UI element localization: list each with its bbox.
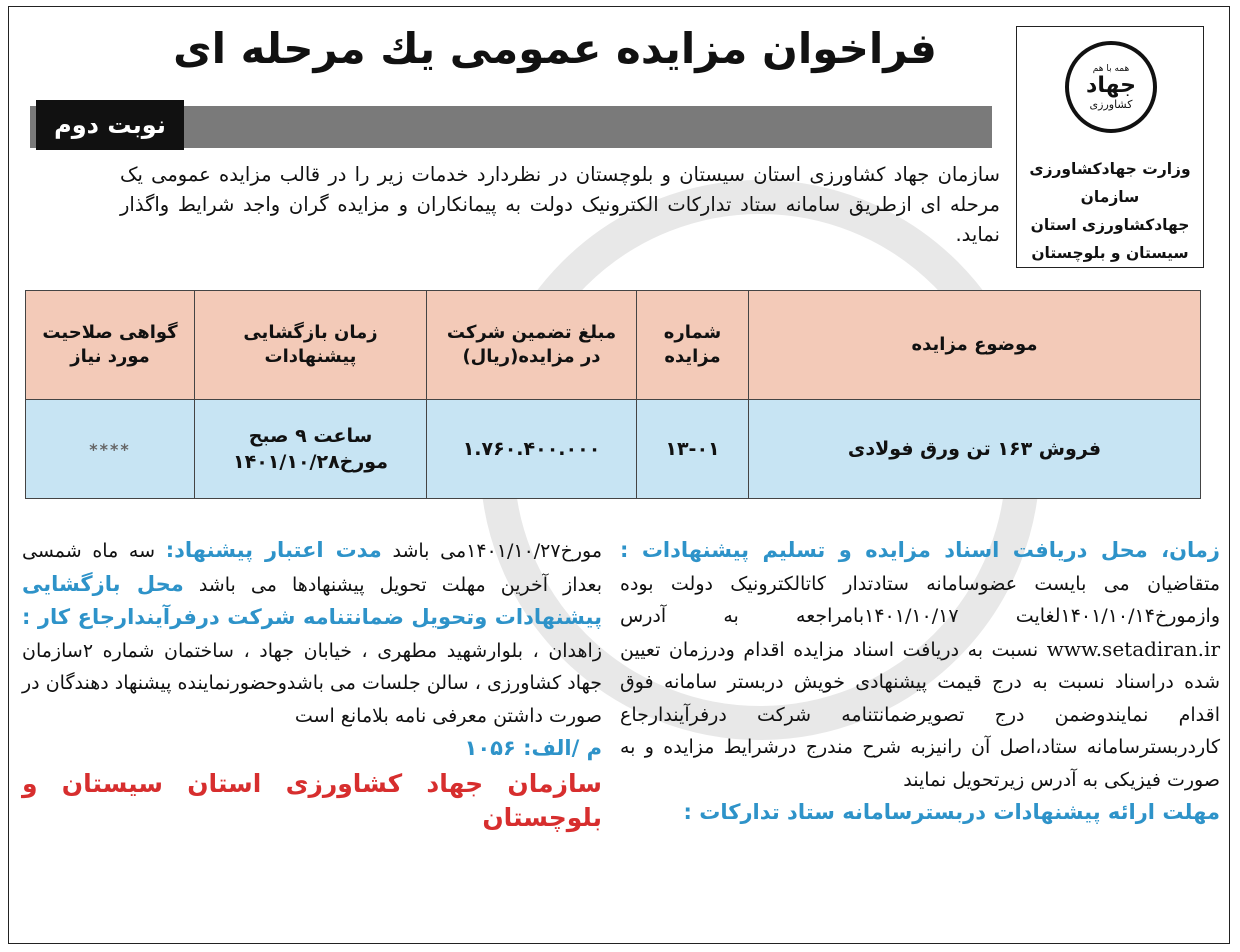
cell-opening: [195, 400, 427, 499]
round-badge: نوبت دوم: [36, 100, 184, 150]
cell-subject: فروش ۱۶۳ تن ورق فولادی: [749, 400, 1201, 499]
validity-label: مدت اعتبار پیشنهاد:: [165, 538, 382, 562]
documents-heading: زمان، محل دریافت اسناد مزایده و تسلیم پیشنهادات :: [620, 538, 1220, 562]
org-line-3: جهادکشاورزی استان: [1030, 216, 1190, 234]
organization-name: [1023, 155, 1197, 267]
documents-body-1: متقاضیان می بایست عضوسامانه ستادتدار کاتالکترونیک دولت بوده وازمورخ۱۴۰۱/۱۰/۱۴لغایت ۱۴۰۱/۱۰/۱۷بامراجعه به آدرس: [620, 572, 1220, 627]
ministry-emblem: [1065, 41, 1157, 133]
location-heading: محل بازگشایی پیشنهادات وتحویل ضمانتنامه شرکت درفرآیندارجاع کار :: [22, 571, 602, 629]
signature-organization: سازمان جهاد کشاورزی استان سیستان و بلوچستان: [22, 768, 602, 832]
right-column: [620, 534, 1220, 830]
deadline-value: مورخ۱۴۰۱/۱۰/۲۷می باشد: [392, 540, 603, 562]
table-row: [26, 400, 1201, 499]
documents-body-2: نسبت به دریافت اسناد مزایده اقدام ودرزمان تعیین شده دراسناد نسبت به درج قیمت پیشنهادی خویش دربستر سامانه فوق اقدام نمایندوضمن درج تصویرضمانتنامه شرکت درفرآیندارجاع کاردربسترسامانه ستاد،اصل آن رانیزبه شرح مندرج درشرایط مزایده و به صورت فیزیکی به آدرس زیرتحویل نمایند: [620, 638, 1220, 791]
emblem-top-text: همه با هم: [1092, 63, 1130, 74]
org-line-4: سیستان و بلوچستان: [1031, 244, 1189, 262]
ministry-logo-box: [1016, 26, 1204, 268]
header-number: شماره مزایده: [637, 291, 749, 400]
intro-paragraph: سازمان جهاد کشاورزی استان سیستان و بلوچستان در نظردارد خدمات زیر را در قالب مزایده عمومی یک مرحله ای ازطریق سامانه ستاد تدارکات الکترونیک دولت به پیمانکاران و مزایده گران واجد شرایط واگذار نماید.: [120, 163, 1000, 246]
cell-guarantee: ۱.۷۶۰.۴۰۰.۰۰۰: [427, 400, 637, 499]
page-title: فراخوان مزایده عمومی یك مرحله ای: [173, 24, 937, 73]
location-text: زاهدان ، بلوارشهید مطهری ، خیابان جهاد ، ساختمان شماره ۲سازمان جهاد کشاورزی ، سالن جلسات می باشدوحضورنماینده پیشنهاد دهندگان در صورت داشتن معرفی نامه بلامانع است: [22, 639, 602, 727]
auction-table: [25, 290, 1201, 499]
opening-time: ساعت ۹ صبح: [248, 425, 373, 447]
cell-certificate: [26, 400, 195, 499]
cell-number: ۱۳-۰۱: [637, 400, 749, 499]
header-certificate: گواهی صلاحیت مورد نیاز: [26, 291, 195, 400]
setadiran-link[interactable]: www.setadiran.ir: [1046, 636, 1220, 661]
emblem-main-text: جهاد: [1086, 72, 1136, 98]
certificate-stars: ****: [89, 439, 131, 459]
emblem-sub-text: کشاورزی: [1089, 97, 1133, 111]
left-column: [22, 534, 602, 837]
deadline-heading: مهلت ارائه پیشنهادات دربسترسامانه ستاد تدارکات :: [683, 800, 1220, 824]
header-guarantee: مبلغ تضمین شرکت در مزایده(ریال): [427, 291, 637, 400]
header-subject: موضوع مزایده: [749, 291, 1201, 400]
header-opening: زمان بازگشایی پیشنهادات: [195, 291, 427, 400]
org-line-2: سازمان: [1080, 188, 1140, 206]
org-line-1: وزارت جهادکشاورزی: [1029, 160, 1191, 178]
validity-text: سه ماه شمسی بعداز آخرین مهلت تحویل پیشنهادها می باشد: [22, 540, 603, 596]
opening-date: مورخ۱۴۰۱/۱۰/۲۸: [233, 451, 388, 473]
table-header-row: [26, 291, 1201, 400]
reference-code: م /الف: ۱۰۵۶: [464, 736, 602, 760]
